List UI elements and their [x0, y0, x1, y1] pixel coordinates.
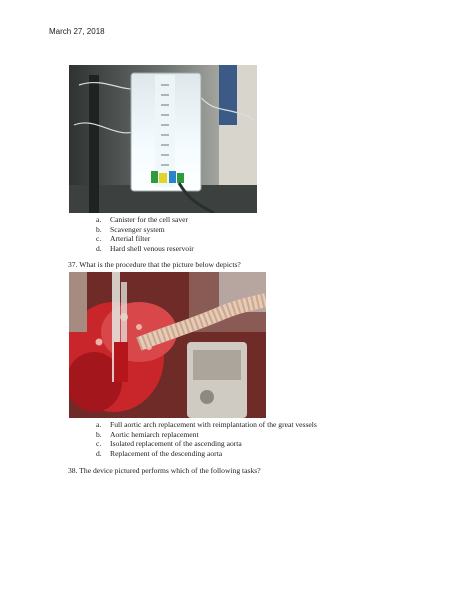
- option-c: c. Arterial filter: [96, 234, 151, 244]
- option-d: d. Hard shell venous reservoir: [96, 243, 194, 253]
- option-c: c. Isolated replacement of the ascending aorta: [96, 439, 242, 449]
- surgical-procedure-photo: [69, 272, 266, 418]
- option-d: d. Replacement of the descending aorta: [96, 448, 223, 458]
- page-date: March 27, 2018: [49, 27, 105, 36]
- venous-reservoir-image: [69, 65, 257, 213]
- question-38-text: 38. The device pictured performs which of the following tasks?: [68, 466, 261, 475]
- option-a: a. Canister for the cell saver: [96, 215, 189, 224]
- question-37-options: [96, 420, 317, 458]
- question-37-text: 37. What is the procedure that the picture below depicts?: [68, 260, 241, 269]
- question-36-options: [96, 215, 194, 253]
- option-b: b. Scavenger system: [96, 224, 165, 234]
- option-b: b. Aortic hemiarch replacement: [96, 429, 199, 439]
- option-a: a. Full aortic arch replacement with reimplantation of the great vessels: [96, 420, 317, 429]
- venous-reservoir-photo: [69, 65, 257, 213]
- surgical-field-image: [69, 272, 266, 418]
